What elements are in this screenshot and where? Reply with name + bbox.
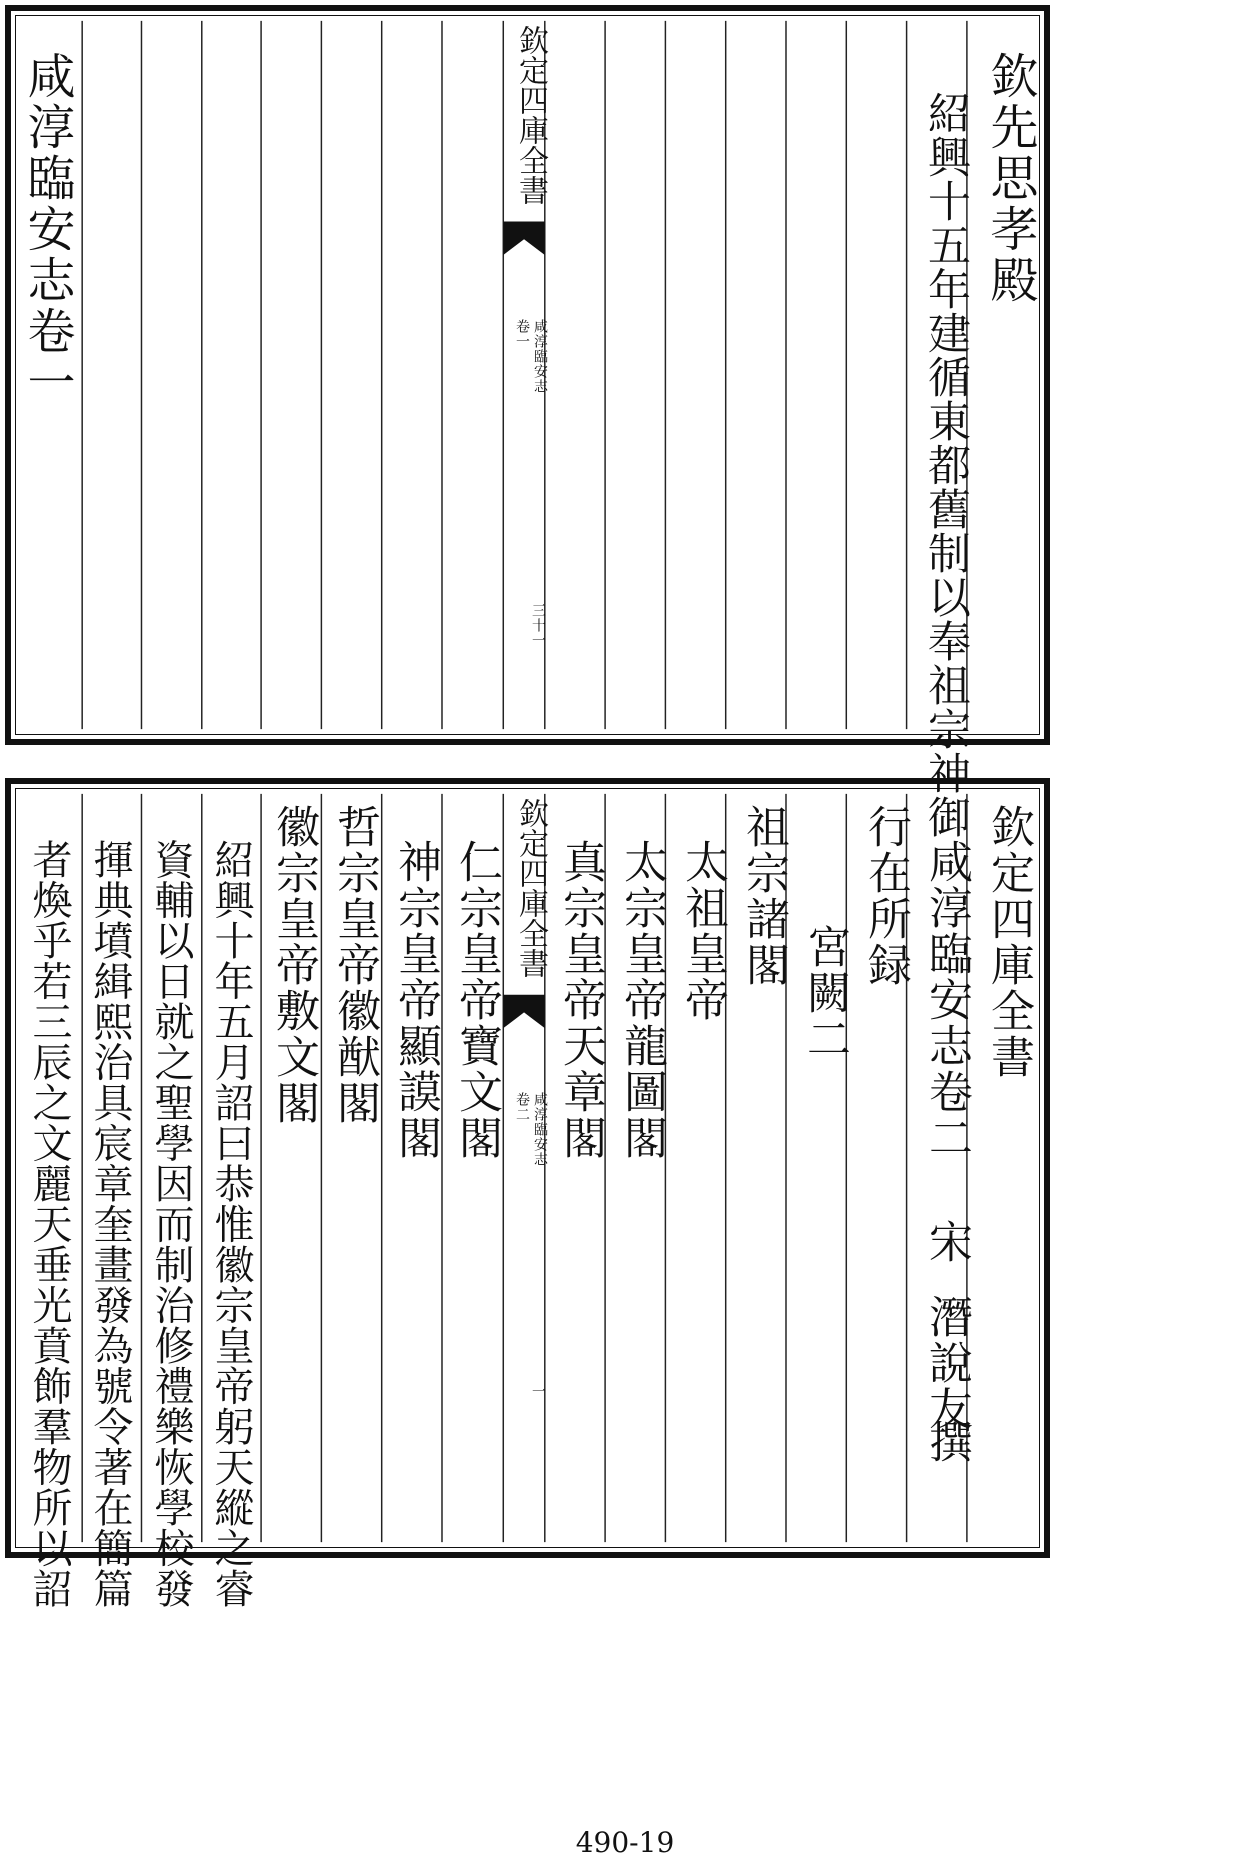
text-line-3: 揮典墳緝熙治具宸章奎畫發為號令著在簡篇 <box>87 839 133 1609</box>
top-left-footer: 咸淳臨安志卷一 <box>19 51 75 408</box>
author-dynasty: 宋 <box>921 1219 972 1265</box>
bottom-fishtail-mark <box>503 995 545 1028</box>
bottom-center-title: 欽定四庫全書 <box>513 798 548 978</box>
item-renzong: 仁宗皇帝寶文閣 <box>451 839 502 1161</box>
top-center-page: 三十一 <box>530 603 546 648</box>
top-center-volume: 卷一 <box>514 319 530 349</box>
item-taizu: 太祖皇帝 <box>677 839 728 1023</box>
top-center-book: 咸淳臨安志 <box>532 319 548 394</box>
group-title: 祖宗諸閣 <box>738 804 789 988</box>
author-role: 撰 <box>921 1419 972 1465</box>
top-center-title: 欽定四庫全書 <box>513 25 548 205</box>
bottom-center-page: 一 <box>530 1384 546 1399</box>
top-page-frame <box>5 5 1050 839</box>
top-fishtail-mark <box>503 222 545 255</box>
page-number: 490-19 <box>575 1826 675 1859</box>
bottom-right-heading: 欽定四庫全書 <box>983 804 1034 1080</box>
text-line-2: 資輔以日就之聖學因而制治修禮樂恢學校發 <box>148 839 194 1609</box>
item-huizong: 徽宗皇帝敷文閣 <box>268 804 319 1126</box>
item-taizong: 太宗皇帝龍圖閣 <box>616 839 667 1161</box>
top-text-column-1: 紹興十五年建循東都舊制以奉祖宗神御 <box>921 91 971 839</box>
top-right-heading: 欽先思孝殿 <box>982 51 1038 306</box>
bottom-page-frame <box>5 778 1050 1609</box>
bottom-center-book: 咸淳臨安志 <box>532 1092 548 1167</box>
section-title: 行在所録 <box>860 804 911 988</box>
bottom-book-title: 咸淳臨安志卷二 <box>921 839 972 1161</box>
text-line-4: 者煥乎若三辰之文麗天垂光賁飾羣物所以詔 <box>26 839 72 1609</box>
bottom-center-volume: 卷二 <box>514 1092 530 1122</box>
item-shenzong: 神宗皇帝顯謨閣 <box>390 839 441 1161</box>
item-zhenzong: 真宗皇帝天章閣 <box>555 839 606 1161</box>
author-name: 潛說友 <box>921 1294 972 1432</box>
text-line-1: 紹興十年五月詔曰恭惟徽宗皇帝躬天縱之睿 <box>208 839 254 1609</box>
item-zhezong: 哲宗皇帝徽猷閣 <box>329 804 380 1126</box>
section-subtitle: 宮闕二 <box>799 924 850 1062</box>
